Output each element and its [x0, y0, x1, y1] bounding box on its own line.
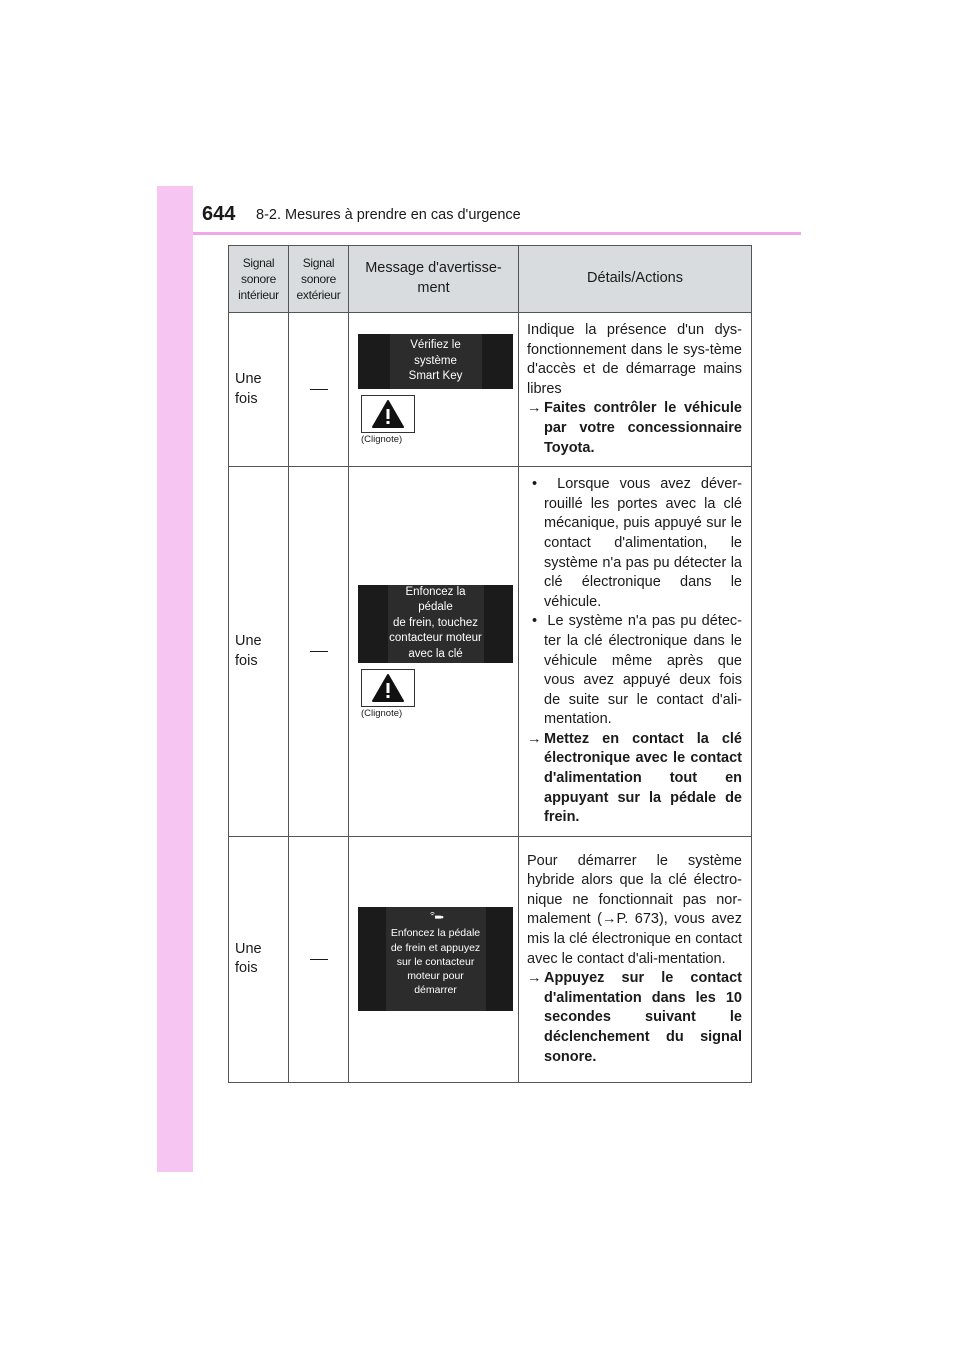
detail-text: Indique la présence d'un dys-fonctionnement dans le sys-tème d'accès et de démarrage mains libres — [527, 322, 742, 397]
right-arrow-icon: → — [527, 970, 542, 987]
detail-text: Pour démarrer le système hybride alors que la clé électro-nique ne fonctionnait pas nor-malement (→P. 673), vous avez mis la clé électronique en contact avec le contact d'ali-mentation. — [527, 852, 742, 967]
table-header-row — [229, 246, 752, 313]
right-arrow-icon: → — [601, 911, 617, 928]
interior-buzzer-cell: Une fois — [229, 467, 289, 837]
right-arrow-icon: → — [527, 400, 542, 417]
table-row — [229, 836, 752, 1082]
interior-buzzer-cell: Une fois — [229, 313, 289, 467]
details-cell — [519, 836, 752, 1082]
display-screen: Enfoncez la pédale de frein et appuyez sur le contacteur moteur pour démarrer — [358, 907, 513, 1011]
display-screen: Vérifiez le système Smart Key — [358, 334, 513, 389]
right-arrow-icon: → — [527, 730, 542, 747]
warning-triangle-icon — [361, 669, 415, 707]
section-title: 8-2. Mesures à prendre en cas d'urgence — [256, 207, 521, 223]
exterior-buzzer-cell — [289, 836, 349, 1082]
warning-message-cell — [349, 836, 519, 1082]
exterior-buzzer-cell — [289, 313, 349, 467]
blink-label: (Clignote) — [361, 707, 403, 719]
warning-table — [228, 245, 752, 1083]
blink-label: (Clignote) — [361, 434, 403, 446]
section-side-tab — [157, 186, 193, 1172]
warning-triangle-icon — [361, 395, 415, 433]
table-row — [229, 467, 752, 837]
details-cell — [519, 313, 752, 467]
dash-mark — [310, 389, 328, 390]
warning-message-cell — [349, 467, 519, 837]
header-rule — [193, 232, 801, 235]
action-text: → Faites contrôler le véhicule par votre concessionnaire Toyota. — [527, 400, 742, 456]
header-interior-buzzer: Signal sonore intérieur — [229, 246, 289, 313]
action-text: → Mettez en contact la clé électronique avec le contact d'alimentation tout en appuyant sur la pédale de frein. — [527, 730, 742, 826]
header-exterior-buzzer: Signal sonore extérieur — [289, 246, 349, 313]
smart-key-icon — [421, 911, 451, 920]
table-row — [229, 313, 752, 467]
dash-mark — [310, 651, 328, 652]
interior-buzzer-cell: Une fois — [229, 836, 289, 1082]
action-text: → Appuyez sur le contact d'alimentation dans les 10 secondes suivant le déclenchement du signal sonore. — [527, 970, 742, 1065]
display-screen: Enfoncez la pédale de frein, touchez contacteur moteur avec la clé — [358, 585, 513, 663]
warning-message-cell — [349, 313, 519, 467]
header-warning-message: Message d'avertisse- ment — [349, 246, 519, 313]
details-cell — [519, 467, 752, 837]
exterior-buzzer-cell — [289, 467, 349, 837]
detail-bullet: • Le système n'a pas pu détec-ter la clé électronique dans le véhicule même après que vous avez appuyé deux fois de suite sur le contact d'ali-mentation. — [532, 613, 742, 728]
detail-bullet: • Lorsque vous avez déver-rouillé les portes avec la clé mécanique, puis appuyé sur le contact d'alimentation, le système n'a pas pu détecter la clé électronique dans le véhicule. — [532, 476, 742, 610]
header-details-actions: Détails/Actions — [519, 246, 752, 313]
page-number: 644 — [202, 203, 236, 225]
dash-mark — [310, 959, 328, 960]
